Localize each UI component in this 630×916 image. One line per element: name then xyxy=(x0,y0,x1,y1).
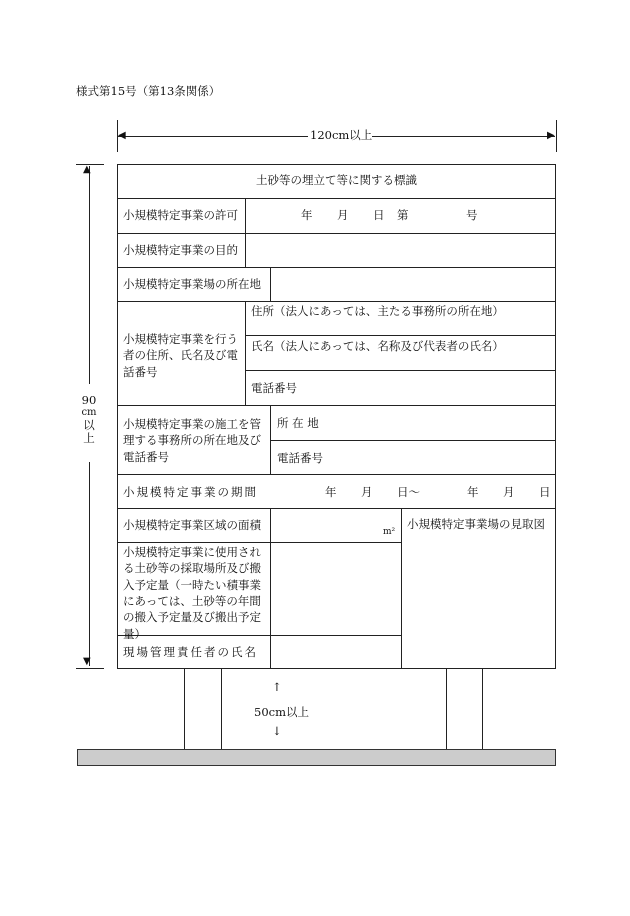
arrowhead-up: ▲ xyxy=(83,164,91,175)
up-arrow: ↑ xyxy=(272,680,282,694)
area-unit: m² xyxy=(383,527,396,537)
height-tick-bottom xyxy=(76,668,104,669)
office-location-label[interactable]: 所 在 地 xyxy=(277,416,319,430)
width-line-right xyxy=(372,136,555,137)
soil-source-label: 小規模特定事業に使用される土砂等の採取場所及び搬入予定量（一時たい積事業にあっては、土砂等の年間の搬入予定量及び搬出予定量） xyxy=(123,545,261,641)
manager-label: 現場管理責任者の氏名 xyxy=(123,645,258,659)
permit-label: 小規模特定事業の許可 xyxy=(123,208,238,222)
map-label: 小規模特定事業場の見取図 xyxy=(407,517,545,531)
operator-address-label[interactable]: 住所（法人にあっては、主たる事務所の所在地） xyxy=(251,304,504,318)
height-line-top xyxy=(89,166,90,384)
operator-label: 小規模特定事業を行う者の住所、氏名及び電話番号 xyxy=(123,332,238,379)
width-label: 120cm以上 xyxy=(310,128,373,142)
leg-right-inner xyxy=(446,669,447,749)
down-arrow: ↓ xyxy=(272,724,282,738)
ground-base xyxy=(77,749,556,766)
arrowhead-left: ◀ xyxy=(118,130,126,141)
soil-source-field[interactable] xyxy=(272,544,399,633)
leg-right-outer xyxy=(482,669,483,749)
sign-title: 土砂等の埋立て等に関する標識 xyxy=(256,173,417,187)
area-field[interactable] xyxy=(272,510,399,540)
leg-left-inner xyxy=(221,669,222,749)
manager-field[interactable] xyxy=(272,637,399,667)
office-label: 小規模特定事業の施工を管理する事務所の所在地及び電話番号 xyxy=(123,417,261,464)
arrowhead-down: ▼ xyxy=(83,656,91,667)
height-label: 90 cm 以 上 xyxy=(81,393,97,445)
purpose-label: 小規模特定事業の目的 xyxy=(123,243,238,257)
width-tick-right xyxy=(556,120,557,152)
leg-left-outer xyxy=(184,669,185,749)
operator-phone-label[interactable]: 電話番号 xyxy=(251,381,297,395)
office-phone-label[interactable]: 電話番号 xyxy=(277,451,323,465)
form-id: 様式第15号（第13条関係） xyxy=(76,84,221,98)
purpose-field[interactable] xyxy=(247,235,553,265)
arrowhead-right: ▶ xyxy=(547,130,555,141)
site-location-label: 小規模特定事業場の所在地 xyxy=(123,277,261,291)
period-label: 小規模特定事業の期間 xyxy=(123,485,258,499)
height-line-bottom xyxy=(89,462,90,666)
operator-name-label[interactable]: 氏名（法人にあっては、名称及び代表者の氏名） xyxy=(251,339,504,353)
area-label: 小規模特定事業区域の面積 xyxy=(123,518,261,532)
map-field[interactable] xyxy=(403,536,554,666)
leg-height-label: 50cm以上 xyxy=(254,705,309,719)
width-line-left xyxy=(118,136,308,137)
site-location-field[interactable] xyxy=(272,269,553,299)
